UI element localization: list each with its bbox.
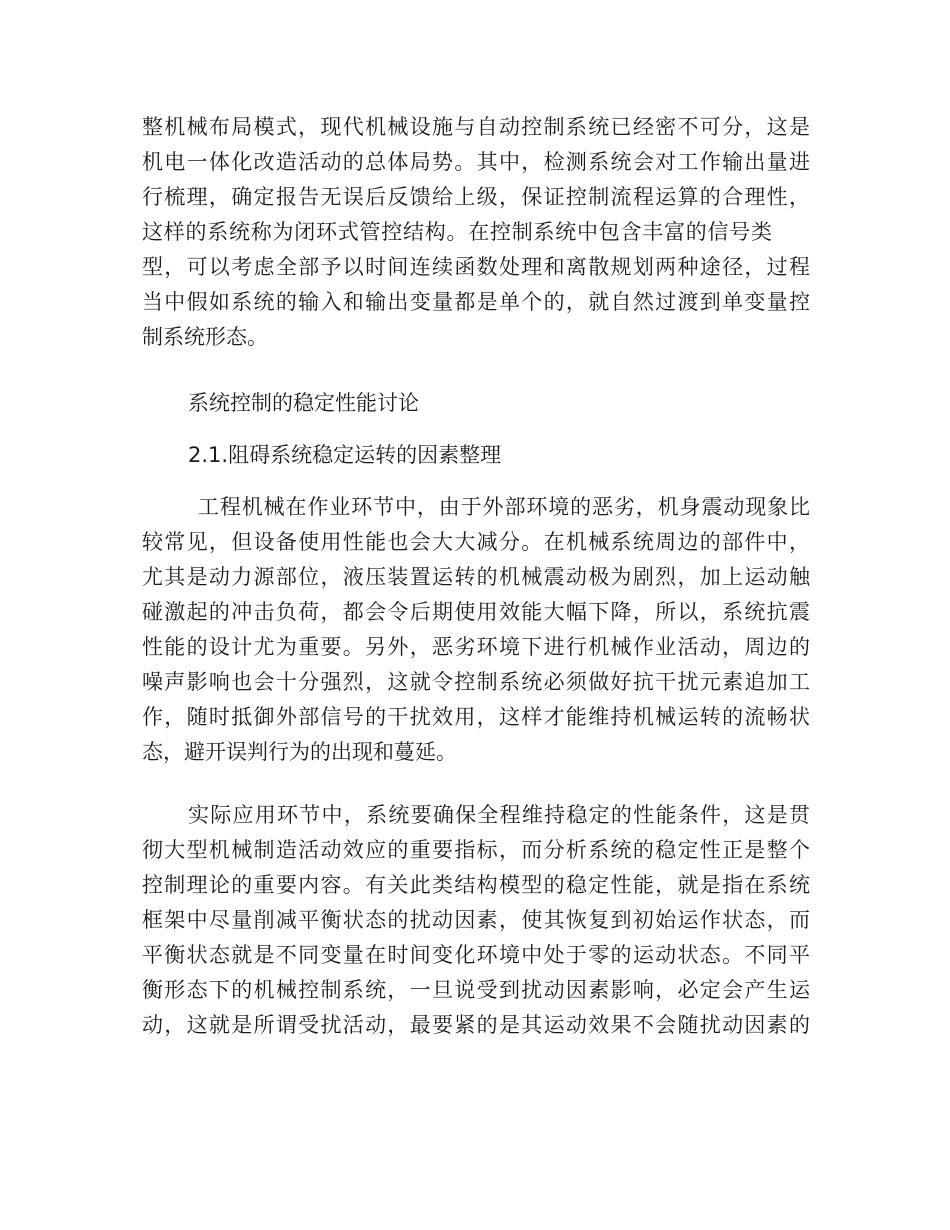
paragraph-1-line-7: 制系统形态。 [142,325,268,349]
paragraph-2-line-5: 性能的设计尤为重要。另外，恶劣环境下进行机械作业活动，周边的 [142,635,810,659]
paragraph-1-line-6: 当中假如系统的输入和输出变量都是单个的，就自然过渡到单变量控 [142,290,810,314]
paragraph-1-line-4: 这样的系统称为闭环式管控结构。在控制系统中包含丰富的信号类 [142,220,772,244]
section-heading: 系统控制的稳定性能讨论 [188,391,419,415]
paragraph-3-line-2: 彻大型机械制造活动效应的重要指标，而分析系统的稳定性正是整个 [142,838,810,862]
paragraph-3-line-7: 动，这就是所谓受扰活动，最要紧的是其运动效果不会随扰动因素的 [142,1013,810,1037]
paragraph-3-line-5: 平衡状态就是不同变量在时间变化环境中处于零的运动状态。不同平 [142,943,810,967]
paragraph-3-line-4: 框架中尽量削减平衡状态的扰动因素，使其恢复到初始运作状态，而 [142,908,810,932]
paragraph-1-line-1: 整机械布局模式，现代机械设施与自动控制系统已经密不可分，这是 [142,115,810,139]
paragraph-1-line-3: 行梳理，确定报告无误后反馈给上级，保证控制流程运算的合理性， [142,185,810,209]
paragraph-3-line-1: 实际应用环节中，系统要确保全程维持稳定的性能条件，这是贯 [188,803,810,827]
paragraph-3-line-6: 衡形态下的机械控制系统，一旦说受到扰动因素影响，必定会产生运 [142,978,810,1002]
paragraph-2-line-3: 尤其是动力源部位，液压装置运转的机械震动极为剧烈，加上运动触 [142,565,810,589]
paragraph-1-line-2: 机电一体化改造活动的总体局势。其中，检测系统会对工作输出量进 [142,150,810,174]
paragraph-2-line-1: 工程机械在作业环节中，由于外部环境的恶劣，机身震动现象比 [198,495,810,519]
paragraph-2-line-4: 碰激起的冲击负荷，都会令后期使用效能大幅下降，所以，系统抗震 [142,600,810,624]
paragraph-2-line-2: 较常见，但设备使用性能也会大大减分。在机械系统周边的部件中， [142,530,810,554]
paragraph-1-line-5: 型，可以考虑全部予以时间连续函数处理和离散规划两种途径，过程 [142,255,810,279]
paragraph-2-line-7: 作，随时抵御外部信号的干扰效用，这样才能维持机械运转的流畅状 [142,705,810,729]
paragraph-2-line-8: 态，避开误判行为的出现和蔓延。 [142,740,457,764]
subsection-heading: 2.1.阻碍系统稳定运转的因素整理 [188,443,502,467]
paragraph-2-line-6: 噪声影响也会十分强烈，这就令控制系统必须做好抗干扰元素追加工 [142,670,810,694]
paragraph-3-line-3: 控制理论的重要内容。有关此类结构模型的稳定性能，就是指在系统 [142,873,810,897]
